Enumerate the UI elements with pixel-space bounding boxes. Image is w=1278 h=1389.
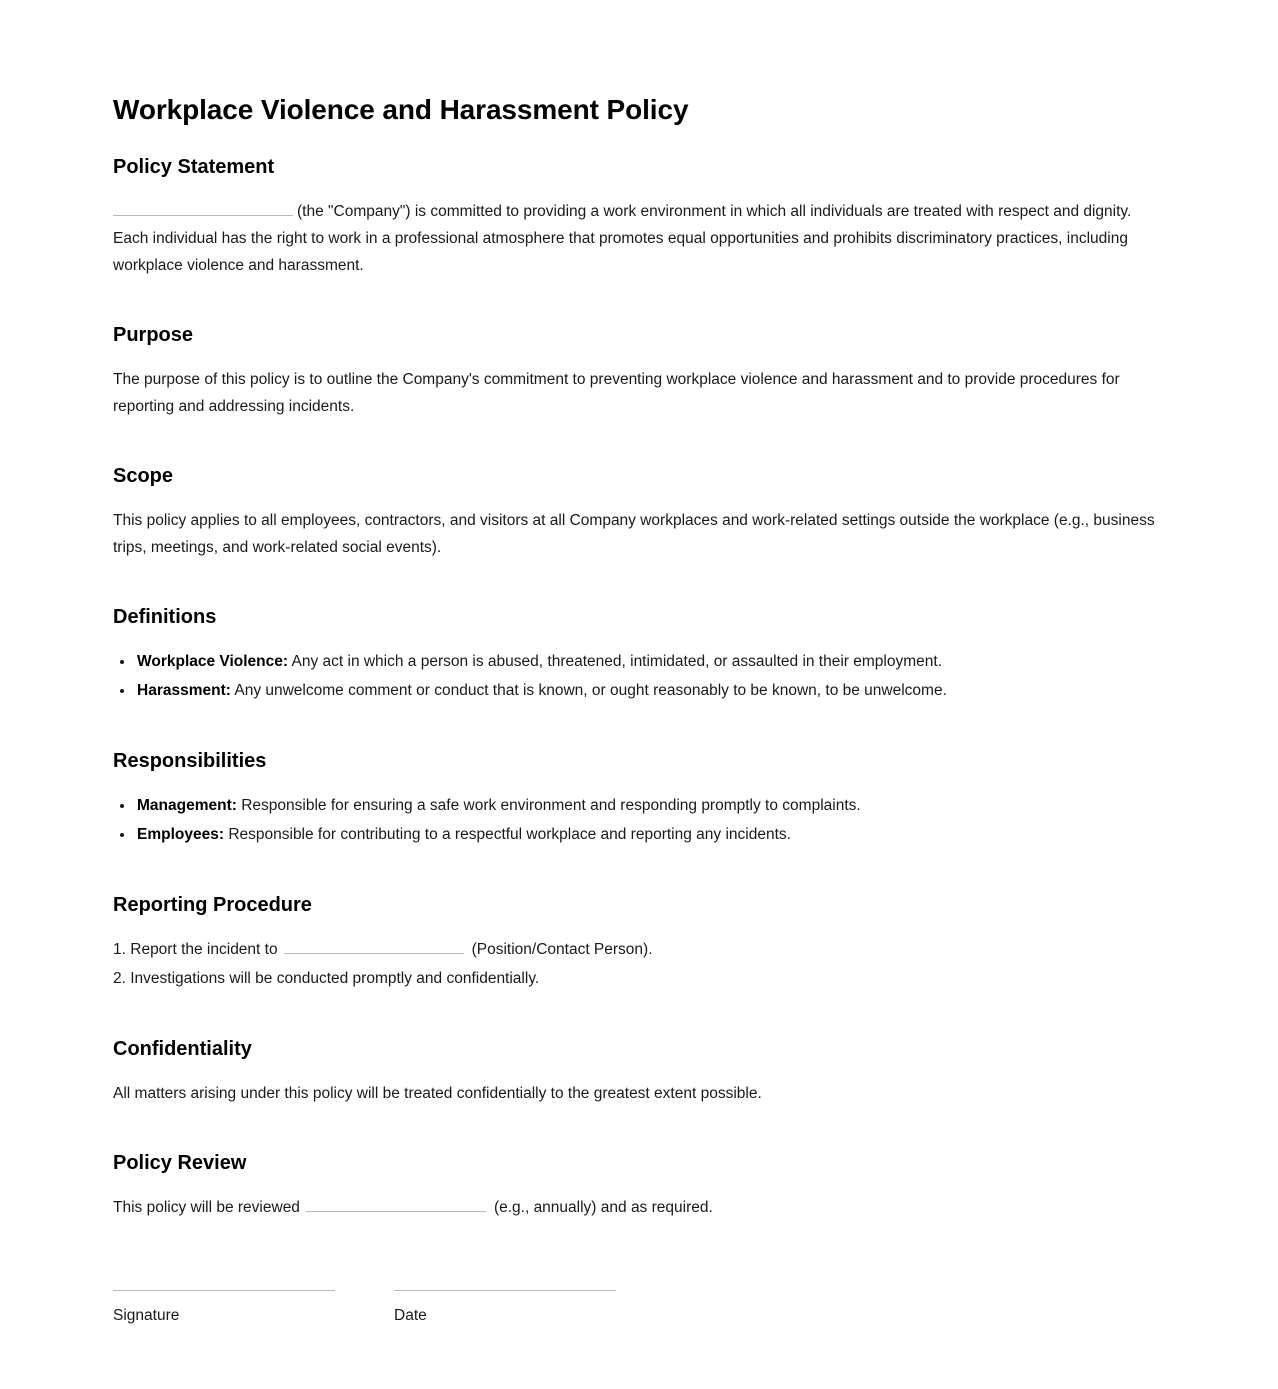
heading-policy-statement: Policy Statement: [113, 155, 275, 178]
section-purpose: [113, 323, 1158, 420]
section-responsibilities: [113, 749, 1158, 849]
signature-field[interactable]: [113, 1289, 335, 1329]
responsibility-description: Responsible for ensuring a safe work environment and responding promptly to complaints.: [236, 796, 861, 814]
date-field[interactable]: [394, 1289, 616, 1329]
heading-confidentiality: Confidentiality: [113, 1037, 252, 1060]
policy-review-text-before: This policy will be reviewed: [113, 1198, 300, 1216]
responsibility-description: Responsible for contributing to a respectful workplace and reporting any incidents.: [224, 825, 791, 843]
date-line[interactable]: [394, 1289, 616, 1291]
responsibility-term: Employees:: [137, 825, 225, 843]
policy-review-text-after: (e.g., annually) and as required.: [493, 1198, 713, 1216]
section-definitions: [113, 605, 1158, 705]
list-item: [135, 648, 1158, 676]
contact-person-blank[interactable]: [284, 936, 464, 954]
definition-term: Harassment:: [137, 681, 231, 699]
section-scope: [113, 464, 1158, 561]
policy-review-paragraph: [113, 1194, 1158, 1221]
definitions-list: [113, 648, 1158, 705]
definition-description: Any unwelcome comment or conduct that is known, or ought reasonably to be known, to be unwelcome.: [230, 681, 947, 699]
heading-responsibilities: Responsibilities: [113, 749, 267, 772]
policy-statement-text: (the "Company") is committed to providing a work environment in which all individuals are treated with respect and dignity. Each individual has the right to work in a professional atmosphere that promotes equal opportunities and prohibits discriminatory practices, including workplace violence and harassment.: [113, 202, 1132, 274]
reporting-steps-list: [113, 936, 1158, 993]
date-label: Date: [394, 1306, 427, 1324]
definition-term: Workplace Violence:: [137, 652, 289, 670]
review-frequency-blank[interactable]: [306, 1194, 486, 1212]
investigation-step-text: Investigations will be conducted promptly and confidentially.: [130, 969, 540, 987]
section-confidentiality: [113, 1037, 1158, 1107]
heading-definitions: Definitions: [113, 605, 217, 628]
list-item: [135, 792, 1158, 820]
responsibilities-list: [113, 792, 1158, 849]
list-item: [135, 821, 1158, 849]
list-item: [113, 965, 1158, 993]
policy-statement-paragraph: [113, 198, 1158, 279]
definition-description: Any act in which a person is abused, threatened, intimidated, or assaulted in their employment.: [288, 652, 942, 670]
responsibility-term: Management:: [137, 796, 237, 814]
section-policy-review: [113, 1151, 1158, 1221]
heading-reporting-procedure: Reporting Procedure: [113, 893, 312, 916]
section-policy-statement: [113, 155, 1158, 279]
list-item: [135, 677, 1158, 705]
purpose-paragraph: The purpose of this policy is to outline the Company's commitment to preventing workplace violence and harassment and to provide procedures for reporting and addressing incidents.: [113, 370, 1120, 415]
confidentiality-paragraph: All matters arising under this policy will be treated confidentially to the greatest extent possible.: [113, 1084, 762, 1102]
signature-block: [113, 1289, 1158, 1329]
signature-line[interactable]: [113, 1289, 335, 1291]
company-name-blank[interactable]: [113, 198, 293, 216]
heading-policy-review: Policy Review: [113, 1151, 247, 1174]
signature-label: Signature: [113, 1306, 180, 1324]
report-step-text-before: Report the incident to: [130, 940, 278, 958]
list-item: [113, 936, 1158, 964]
heading-purpose: Purpose: [113, 323, 194, 346]
scope-paragraph: This policy applies to all employees, contractors, and visitors at all Company workplaces and work-related settings outside the workplace (e.g., business trips, meetings, and work-related social events).: [113, 511, 1155, 556]
report-step-text-after: (Position/Contact Person).: [471, 940, 653, 958]
page-title: Workplace Violence and Harassment Policy: [113, 94, 689, 125]
section-reporting-procedure: [113, 893, 1158, 993]
heading-scope: Scope: [113, 464, 174, 487]
